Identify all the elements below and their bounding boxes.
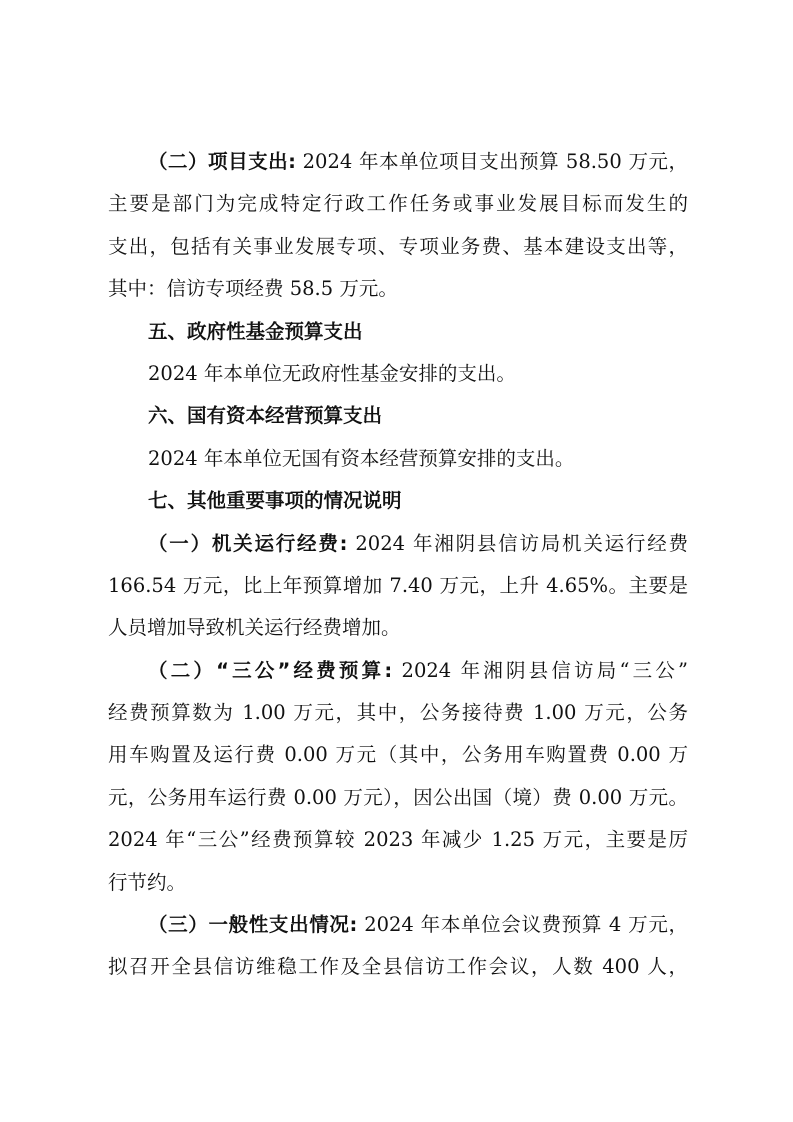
project-expenditure-paragraph (108, 141, 688, 311)
paragraph-line (108, 650, 688, 692)
section-heading-5: 五、政府性基金预算支出 (148, 319, 363, 343)
paragraph-line: 行节约。 (108, 870, 187, 894)
paragraph-line: 经费预算数为 1.00 万元，其中，公务接待费 1.00 万元，公务 (108, 701, 688, 725)
paragraph-line: 支出，包括有关事业发展专项、专项业务费、基本建设支出等， (108, 234, 688, 258)
paragraph-text: 2024 年湘阴县信访局机关运行经费 (347, 531, 688, 555)
section-heading-7: 七、其他重要事项的情况说明 (148, 489, 402, 513)
subheading-label: （一）机关运行经费: (148, 531, 348, 555)
operating-expenses-paragraph (108, 523, 688, 650)
paragraph-line: 拟召开全县信访维稳工作及全县信访工作会议，人数 400 人， (108, 955, 688, 979)
paragraph-line (108, 904, 688, 946)
paragraph-line: 166.54 万元，比上年预算增加 7.40 万元，上升 4.65%。主要是 (108, 573, 688, 597)
section-heading-6: 六、国有资本经营预算支出 (148, 404, 383, 428)
paragraph-line (108, 523, 688, 565)
paragraph-line: 其中：信访专项经费 58.5 万元。 (108, 277, 398, 301)
subheading-label: （二）“三公”经费预算: (148, 658, 393, 682)
paragraph-line: 2024 年“三公”经费预算较 2023 年减少 1.25 万元，主要是厉 (108, 828, 688, 852)
subheading-label: （二）项目支出: (148, 150, 296, 173)
paragraph-line: 2024 年本单位无政府性基金安排的支出。 (148, 361, 516, 385)
general-expenditure-paragraph (108, 904, 688, 989)
paragraph-line: 主要是部门为完成特定行政工作任务或事业发展目标而发生的 (108, 192, 688, 216)
paragraph-text: 2024 年本单位项目支出预算 58.50 万元， (295, 150, 688, 173)
document-page (108, 141, 688, 989)
subheading-label: （三）一般性支出情况: (148, 913, 358, 937)
three-public-expenses-paragraph (108, 650, 688, 904)
paragraph-line (108, 141, 688, 183)
paragraph-line: 2024 年本单位无国有资本经营预算安排的支出。 (148, 446, 575, 470)
paragraph-text: 2024 年湘阴县信访局“三公” (392, 658, 688, 682)
paragraph-line: 人员增加导致机关运行经费增加。 (108, 616, 401, 640)
paragraph-line: 元，公务用车运行费 0.00 万元），因公出国（境）费 0.00 万元。 (108, 785, 688, 809)
paragraph-text: 2024 年本单位会议费预算 4 万元， (357, 913, 688, 937)
paragraph-line: 用车购置及运行费 0.00 万元（其中，公务用车购置费 0.00 万 (108, 743, 688, 767)
